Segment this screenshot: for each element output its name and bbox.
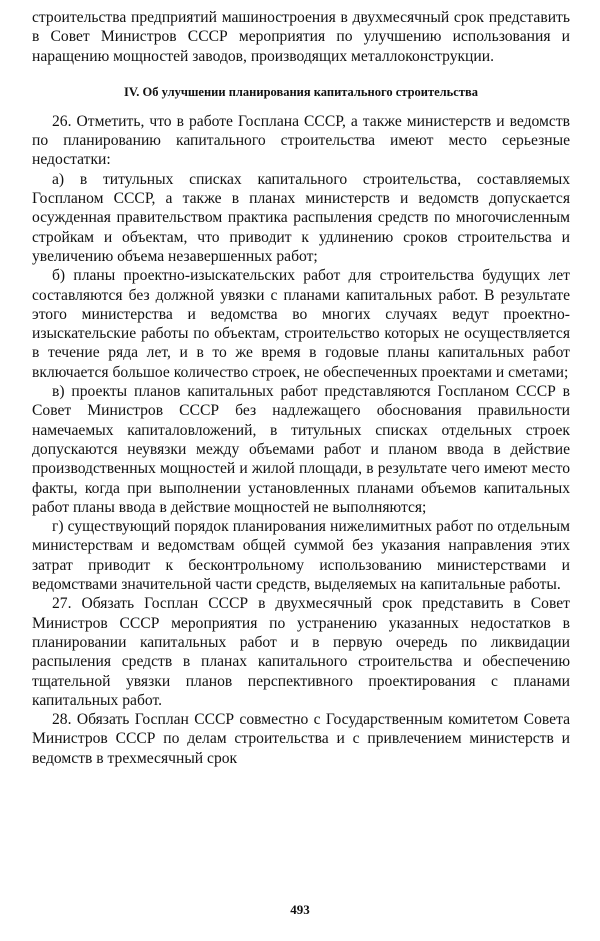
paragraph-26-a: а) в титульных списках капитального строительства, составляемых Госпланом СССР, а также в планах министерств и ведомств допускается осужденная правительством практика распыления средств по многочисленным стройкам и объектам, что приводит к удлинению сроков строительства и увеличению объема незавершенных работ; xyxy=(32,170,570,265)
paragraph-26-b: б) планы проектно-изыскательских работ для строительства будущих лет составляются без должной увязки с планами капитальных работ. В результате этого министерства и ведомства во многих случаях ведут проектно-изыскательские работы по объектам, строительство которых не осуществляется в течение ряда лет, и в то же время в годовые планы капитальных работ включается большое количество строек, не обеспеченных проектами и сметами; xyxy=(32,267,570,381)
paragraph-26: 26. Отметить, что в работе Госплана СССР, а также министерств и ведомств по планированию капитального строительства имеют место серьезные недостатки: xyxy=(32,112,570,169)
paragraph-26-v: в) проекты планов капитальных работ представляются Госпланом СССР в Совет Министров СССР без надлежащего обоснования правильности намечаемых капиталовложений, в титульных списках отдельных строек допускаются неувязки между объемами работ и планом ввода в действие производственных мощностей и жилой площади, в результате чего имеют место факты, когда при выполнении установленных планами объемов капитальных работ планы ввода в действие мощностей не выполняются; xyxy=(32,383,570,516)
page-number: 493 xyxy=(290,902,310,917)
paragraph-26-g: г) существующий порядок планирования нижелимитных работ по отдельным министерствам и ведомствам общей суммой без указания направления этих затрат приводит к бесконтрольному использованию министерствами и ведомствами значительной части средств, выделяемых на капитальные работы. xyxy=(32,518,570,594)
paragraph-continuation: строительства предприятий машиностроения в двухмесячный срок представить в Совет Министров СССР мероприятия по улучшению использования и наращению мощностей заводов, производящих металлоконструкции. xyxy=(32,9,570,65)
paragraph-28: 28. Обязать Госплан СССР совместно с Государственным комитетом Совета Министров СССР по делам строительства и с привлечением министерств и ведомств в трехмесячный срок xyxy=(32,711,570,767)
paragraph-27: 27. Обязать Госплан СССР в двухмесячный срок представить в Совет Министров СССР мероприятия по устранению указанных недостатков в планировании капитальных работ и в первую очередь по ликвидации распыления средств в планах капитального строительства и обеспечению тщательной увязки планов перспективного проектирования с планами капитальных работ. xyxy=(32,595,570,709)
section-heading: IV. Об улучшении планирования капитального строительства xyxy=(124,84,478,99)
